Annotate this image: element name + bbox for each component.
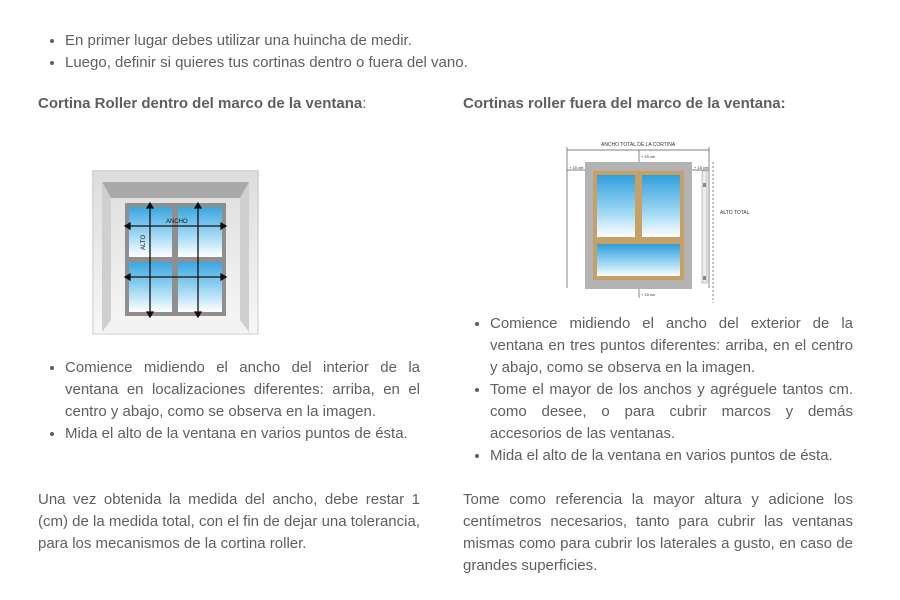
left-section (38, 93, 422, 115)
left-paragraph: Una vez obtenida la medida del ancho, debe restar 1 (cm) de la medida total, con el fin de dejar una tolerancia, para los mecanismos de la cortina roller. (38, 491, 420, 552)
alto-total-label: ALTO TOTAL (720, 210, 750, 216)
intro-list (38, 30, 468, 74)
bottom-margin-label: + 15 cm (641, 292, 656, 297)
left-list (38, 357, 420, 445)
left-list-block (38, 357, 420, 445)
ancho-total-label: ANCHO TOTAL DE LA CORTINA (601, 142, 676, 148)
right-margin-label: + 15 cm (694, 165, 709, 170)
right-list (463, 313, 853, 467)
left-heading-colon: : (362, 95, 367, 112)
list-item: • Mida el alto de la ventana en varios puntos de ésta. (490, 445, 853, 467)
alto-label: ALTO (141, 234, 147, 250)
right-heading: Cortinas roller fuera del marco de la ventana: (463, 95, 786, 112)
left-heading-text: Cortina Roller dentro del marco de la ventana (38, 95, 363, 112)
ancho-label: ANCHO (166, 219, 188, 225)
right-paragraph: Tome como referencia la mayor altura y adicione los centímetros necesarios, tanto para cubrir las ventanas mismas como para cubrir los laterales a gusto, en caso de grandes superficies. (463, 491, 853, 574)
list-item: • Comience midiendo el ancho del interior de la ventana en localizaciones diferentes: arriba, en el centro y abajo, como se observa en la imagen. (65, 357, 420, 423)
window-outside-diagram (563, 138, 763, 304)
right-section (463, 93, 853, 115)
left-paragraph-block (38, 489, 420, 555)
list-item: • Luego, definir si quieres tus cortinas dentro o fuera del vano. (65, 52, 468, 74)
list-item: • Mida el alto de la ventana en varios puntos de ésta. (65, 423, 420, 445)
window-inside-diagram (92, 170, 259, 335)
list-item: • Comience midiendo el ancho del exterior de la ventana en tres puntos diferentes: arriba, en el centro y abajo, como se observa en la imagen. (490, 313, 853, 379)
left-margin-label: + 15 cm (569, 165, 584, 170)
right-list-block (463, 313, 853, 467)
right-paragraph-block (463, 489, 853, 577)
top-margin-label: + 15 cm (641, 154, 656, 159)
list-item: • En primer lugar debes utilizar una huincha de medir. (65, 30, 468, 52)
left-heading (38, 93, 422, 115)
list-item: • Tome el mayor de los anchos y agréguele tantos cm. como desee, o para cubrir marcos y demás accesorios de las ventanas. (490, 379, 853, 445)
